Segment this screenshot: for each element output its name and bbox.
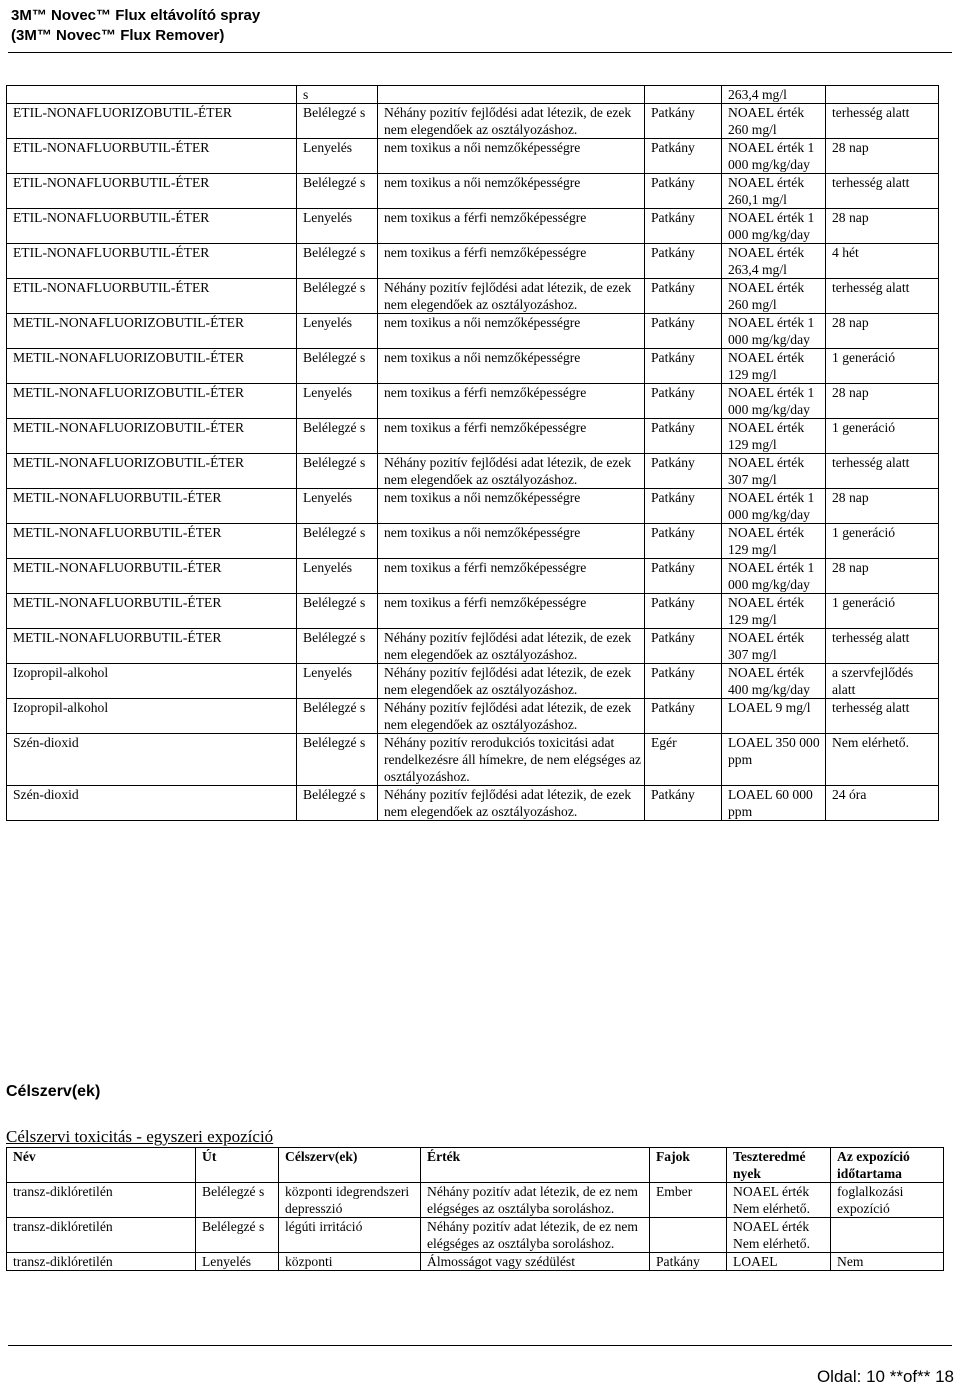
table-cell-species: Patkány [645, 209, 722, 244]
table-cell-route: Belélegzé s [297, 734, 378, 786]
target-organ-table [6, 1147, 944, 1271]
table-row [7, 629, 939, 664]
table-cell-route: Lenyelés [297, 314, 378, 349]
table-cell-duration: foglalkozási expozíció [831, 1183, 944, 1218]
table-cell-result: Néhány pozitív fejlődési adat létezik, de ezek nem elegendőek az osztályozáshoz. [378, 104, 645, 139]
column-header: Út [196, 1148, 279, 1183]
table-cell-species: Patkány [645, 279, 722, 314]
table-cell-route: Belélegzé s [297, 454, 378, 489]
table-cell-duration: 28 nap [826, 384, 939, 419]
table-cell-value: LOAEL 60 000 ppm [722, 786, 826, 821]
table-cell-value: NOAEL érték 1 000 mg/kg/day [722, 559, 826, 594]
table-cell-species: Patkány [645, 699, 722, 734]
table-row [7, 174, 939, 209]
table-cell-organ: légúti irritáció [279, 1218, 421, 1253]
table-row [7, 699, 939, 734]
table-row [7, 139, 939, 174]
table-cell-result: nem toxikus a női nemzőképességre [378, 139, 645, 174]
table-cell-route: Lenyelés [196, 1253, 279, 1271]
table-cell-name: Szén-dioxid [7, 786, 297, 821]
table-cell-value: LOAEL 350 000 ppm [722, 734, 826, 786]
table-cell-name: METIL-NONAFLUORBUTIL-ÉTER [7, 489, 297, 524]
table-cell-name: METIL-NONAFLUORIZOBUTIL-ÉTER [7, 349, 297, 384]
table-cell-result: nem toxikus a férfi nemzőképességre [378, 209, 645, 244]
column-header: Célszerv(ek) [279, 1148, 421, 1183]
table-cell-species [645, 86, 722, 104]
table-cell-route: Belélegzé s [297, 244, 378, 279]
table-row [7, 734, 939, 786]
table-cell-result: nem toxikus a férfi nemzőképességre [378, 244, 645, 279]
table-cell-route: Belélegzé s [297, 349, 378, 384]
table-row [7, 244, 939, 279]
table-cell-duration: 28 nap [826, 209, 939, 244]
table-row [7, 314, 939, 349]
table-cell-duration: 28 nap [826, 489, 939, 524]
table-cell-duration: 24 óra [826, 786, 939, 821]
table-cell-duration: terhesség alatt [826, 454, 939, 489]
table-cell-duration: Nem [831, 1253, 944, 1271]
table-cell-value: NOAEL érték 1 000 mg/kg/day [722, 209, 826, 244]
table-cell-value: NOAEL érték 307 mg/l [722, 454, 826, 489]
table-cell-species: Patkány [645, 559, 722, 594]
table-cell-route: Belélegzé s [297, 629, 378, 664]
table-cell-result: nem toxikus a női nemzőképességre [378, 314, 645, 349]
table-cell-result: nem toxikus a férfi nemzőképességre [378, 384, 645, 419]
table-cell-route: Lenyelés [297, 209, 378, 244]
table-cell-value: Álmosságot vagy szédülést [421, 1253, 650, 1271]
table-cell-value: Néhány pozitív adat létezik, de ez nem elégséges az osztályba soroláshoz. [421, 1183, 650, 1218]
table-cell-species: Patkány [645, 384, 722, 419]
table-cell-route: Lenyelés [297, 139, 378, 174]
table-cell-route: Belélegzé s [297, 174, 378, 209]
table-cell-result: Néhány pozitív fejlődési adat létezik, de ezek nem elegendőek az osztályozáshoz. [378, 699, 645, 734]
table-cell-species: Patkány [645, 786, 722, 821]
table-cell-route: Belélegzé s [196, 1183, 279, 1218]
table-cell-species: Patkány [645, 244, 722, 279]
subsection-title-single-exposure: Célszervi toxicitás - egyszeri expozíció [6, 1127, 274, 1146]
table-cell-organ: központi idegrendszeri depresszió [279, 1183, 421, 1218]
table-cell-duration: 4 hét [826, 244, 939, 279]
product-name-english: (3M™ Novec™ Flux Remover) [11, 27, 225, 44]
table-cell-duration: terhesség alatt [826, 279, 939, 314]
table-cell-duration [831, 1218, 944, 1253]
table-cell-route: Belélegzé s [297, 594, 378, 629]
table-cell-value: NOAEL érték 1 000 mg/kg/day [722, 139, 826, 174]
footer-divider [8, 1345, 952, 1346]
table-cell-species: Patkány [645, 489, 722, 524]
table-cell-duration: terhesség alatt [826, 629, 939, 664]
table-cell-name: Izopropil-alkohol [7, 699, 297, 734]
section-title-target-organs: Célszerv(ek) [6, 1083, 101, 1100]
table-row [7, 454, 939, 489]
table-cell-name: METIL-NONAFLUORBUTIL-ÉTER [7, 629, 297, 664]
table-cell-species: Ember [650, 1183, 727, 1218]
table-cell-name: METIL-NONAFLUORBUTIL-ÉTER [7, 559, 297, 594]
table-cell-result: LOAEL [727, 1253, 831, 1271]
table-cell-route: Lenyelés [297, 559, 378, 594]
column-header: Teszteredmé nyek [727, 1148, 831, 1183]
table-cell-duration [826, 86, 939, 104]
table-cell-duration: 28 nap [826, 314, 939, 349]
column-header: Név [7, 1148, 196, 1183]
table-cell-value: NOAEL érték 129 mg/l [722, 524, 826, 559]
table-cell-value: NOAEL érték 263,4 mg/l [722, 244, 826, 279]
table-cell-species: Patkány [645, 629, 722, 664]
table-cell-name: ETIL-NONAFLUORBUTIL-ÉTER [7, 209, 297, 244]
table-cell-value: NOAEL érték 1 000 mg/kg/day [722, 489, 826, 524]
table-cell-name: METIL-NONAFLUORBUTIL-ÉTER [7, 524, 297, 559]
table-cell-name: transz-diklóretilén [7, 1218, 196, 1253]
table-cell-result: nem toxikus a férfi nemzőképességre [378, 419, 645, 454]
table-cell-route: Belélegzé s [297, 279, 378, 314]
table-cell-name: METIL-NONAFLUORIZOBUTIL-ÉTER [7, 314, 297, 349]
table-cell-result: Néhány pozitív rerodukciós toxicitási adat rendelkezésre áll hímekre, de nem elégséges az osztályozáshoz. [378, 734, 645, 786]
table-cell-name: Szén-dioxid [7, 734, 297, 786]
table-cell-duration: 28 nap [826, 559, 939, 594]
table-cell-duration: a szervfejlődés alatt [826, 664, 939, 699]
table-cell-route: Lenyelés [297, 489, 378, 524]
table-cell-result: nem toxikus a női nemzőképességre [378, 524, 645, 559]
product-name: 3M™ Novec™ Flux eltávolító spray [11, 7, 261, 24]
column-header: Érték [421, 1148, 650, 1183]
table-cell-species: Patkány [645, 454, 722, 489]
table-cell-value: NOAEL érték 129 mg/l [722, 349, 826, 384]
table-cell-name: transz-diklóretilén [7, 1253, 196, 1271]
table-cell-route: Belélegzé s [297, 419, 378, 454]
table-row [7, 104, 939, 139]
table-cell-result: nem toxikus a férfi nemzőképességre [378, 594, 645, 629]
table-cell-duration: 1 generáció [826, 419, 939, 454]
table-cell-value: NOAEL érték 260 mg/l [722, 279, 826, 314]
table-header-row [7, 1148, 944, 1183]
table-row [7, 349, 939, 384]
table-row [7, 1218, 944, 1253]
table-row [7, 559, 939, 594]
table-cell-duration: Nem elérhető. [826, 734, 939, 786]
table-cell-species: Patkány [645, 664, 722, 699]
table-cell-result: Néhány pozitív fejlődési adat létezik, de ezek nem elegendőek az osztályozáshoz. [378, 786, 645, 821]
table-cell-species: Patkány [645, 349, 722, 384]
table-cell-species: Patkány [645, 419, 722, 454]
table-cell-duration: 1 generáció [826, 524, 939, 559]
document-header [11, 6, 260, 46]
table-cell-duration: terhesség alatt [826, 174, 939, 209]
table-row [7, 384, 939, 419]
table-cell-duration: terhesség alatt [826, 699, 939, 734]
column-header: Az expozíció időtartama [831, 1148, 944, 1183]
page-number: Oldal: 10 **of** 18 [816, 1367, 954, 1386]
table-cell-species: Patkány [645, 524, 722, 559]
table-row [7, 419, 939, 454]
table-row [7, 489, 939, 524]
table-cell-value: Néhány pozitív adat létezik, de ez nem elégséges az osztályba soroláshoz. [421, 1218, 650, 1253]
table-row [7, 594, 939, 629]
table-cell-name: ETIL-NONAFLUORBUTIL-ÉTER [7, 244, 297, 279]
table-cell-route: Lenyelés [297, 664, 378, 699]
reproductive-toxicity-table [6, 85, 939, 821]
table-cell-route: Belélegzé s [297, 524, 378, 559]
table-cell-route: Belélegzé s [297, 104, 378, 139]
table-row [7, 1183, 944, 1218]
table-cell-duration: 1 generáció [826, 594, 939, 629]
table-cell-route: Belélegzé s [196, 1218, 279, 1253]
table-cell-route: Lenyelés [297, 384, 378, 419]
table-cell-species: Egér [645, 734, 722, 786]
table-cell-name: METIL-NONAFLUORBUTIL-ÉTER [7, 594, 297, 629]
table-row [7, 279, 939, 314]
table-cell-result: Néhány pozitív fejlődési adat létezik, de ezek nem elegendőek az osztályozáshoz. [378, 664, 645, 699]
table-cell-result: Néhány pozitív fejlődési adat létezik, de ezek nem elegendőek az osztályozáshoz. [378, 454, 645, 489]
table-cell-name: ETIL-NONAFLUORBUTIL-ÉTER [7, 139, 297, 174]
table-cell-name: METIL-NONAFLUORIZOBUTIL-ÉTER [7, 419, 297, 454]
header-divider [8, 52, 952, 53]
table-cell-value: NOAEL érték 129 mg/l [722, 419, 826, 454]
table-cell-species: Patkány [645, 104, 722, 139]
table-cell-result: Néhány pozitív fejlődési adat létezik, de ezek nem elegendőek az osztályozáshoz. [378, 279, 645, 314]
table-cell-result: NOAEL érték Nem elérhető. [727, 1218, 831, 1253]
table-cell-value: LOAEL 9 mg/l [722, 699, 826, 734]
table-cell-result: nem toxikus a női nemzőképességre [378, 489, 645, 524]
table-cell-result: nem toxikus a férfi nemzőképességre [378, 559, 645, 594]
table-cell-result: nem toxikus a női nemzőképességre [378, 174, 645, 209]
table-cell-result: nem toxikus a női nemzőképességre [378, 349, 645, 384]
table-cell-name: METIL-NONAFLUORIZOBUTIL-ÉTER [7, 454, 297, 489]
table-row [7, 786, 939, 821]
table-cell-species: Patkány [645, 139, 722, 174]
table-cell-species [650, 1218, 727, 1253]
table-cell-result: Néhány pozitív fejlődési adat létezik, de ezek nem elegendőek az osztályozáshoz. [378, 629, 645, 664]
table-cell-species: Patkány [645, 174, 722, 209]
table-cell-route: s [297, 86, 378, 104]
table-cell-value: NOAEL érték 1 000 mg/kg/day [722, 384, 826, 419]
table-cell-value: NOAEL érték 129 mg/l [722, 594, 826, 629]
table-cell-name: ETIL-NONAFLUORIZOBUTIL-ÉTER [7, 104, 297, 139]
table-row [7, 86, 939, 104]
table-cell-species: Patkány [650, 1253, 727, 1271]
table-cell-name: METIL-NONAFLUORIZOBUTIL-ÉTER [7, 384, 297, 419]
table-cell-duration: 28 nap [826, 139, 939, 174]
table-cell-organ: központi [279, 1253, 421, 1271]
table-cell-value: 263,4 mg/l [722, 86, 826, 104]
table-row [7, 209, 939, 244]
table-cell-route: Belélegzé s [297, 699, 378, 734]
table-cell-value: NOAEL érték 307 mg/l [722, 629, 826, 664]
table-cell-species: Patkány [645, 594, 722, 629]
table-cell-duration: 1 generáció [826, 349, 939, 384]
table-row [7, 1253, 944, 1271]
table-row [7, 524, 939, 559]
table-cell-route: Belélegzé s [297, 786, 378, 821]
table-cell-value: NOAEL érték 400 mg/kg/day [722, 664, 826, 699]
table-cell-result [378, 86, 645, 104]
table-cell-name: ETIL-NONAFLUORBUTIL-ÉTER [7, 174, 297, 209]
table-cell-name: Izopropil-alkohol [7, 664, 297, 699]
table-cell-result: NOAEL érték Nem elérhető. [727, 1183, 831, 1218]
table-cell-name: transz-diklóretilén [7, 1183, 196, 1218]
table-cell-value: NOAEL érték 260,1 mg/l [722, 174, 826, 209]
table-row [7, 664, 939, 699]
table-cell-value: NOAEL érték 260 mg/l [722, 104, 826, 139]
table-cell-name: ETIL-NONAFLUORBUTIL-ÉTER [7, 279, 297, 314]
table-cell-name [7, 86, 297, 104]
table-cell-species: Patkány [645, 314, 722, 349]
table-cell-value: NOAEL érték 1 000 mg/kg/day [722, 314, 826, 349]
table-cell-duration: terhesség alatt [826, 104, 939, 139]
column-header: Fajok [650, 1148, 727, 1183]
